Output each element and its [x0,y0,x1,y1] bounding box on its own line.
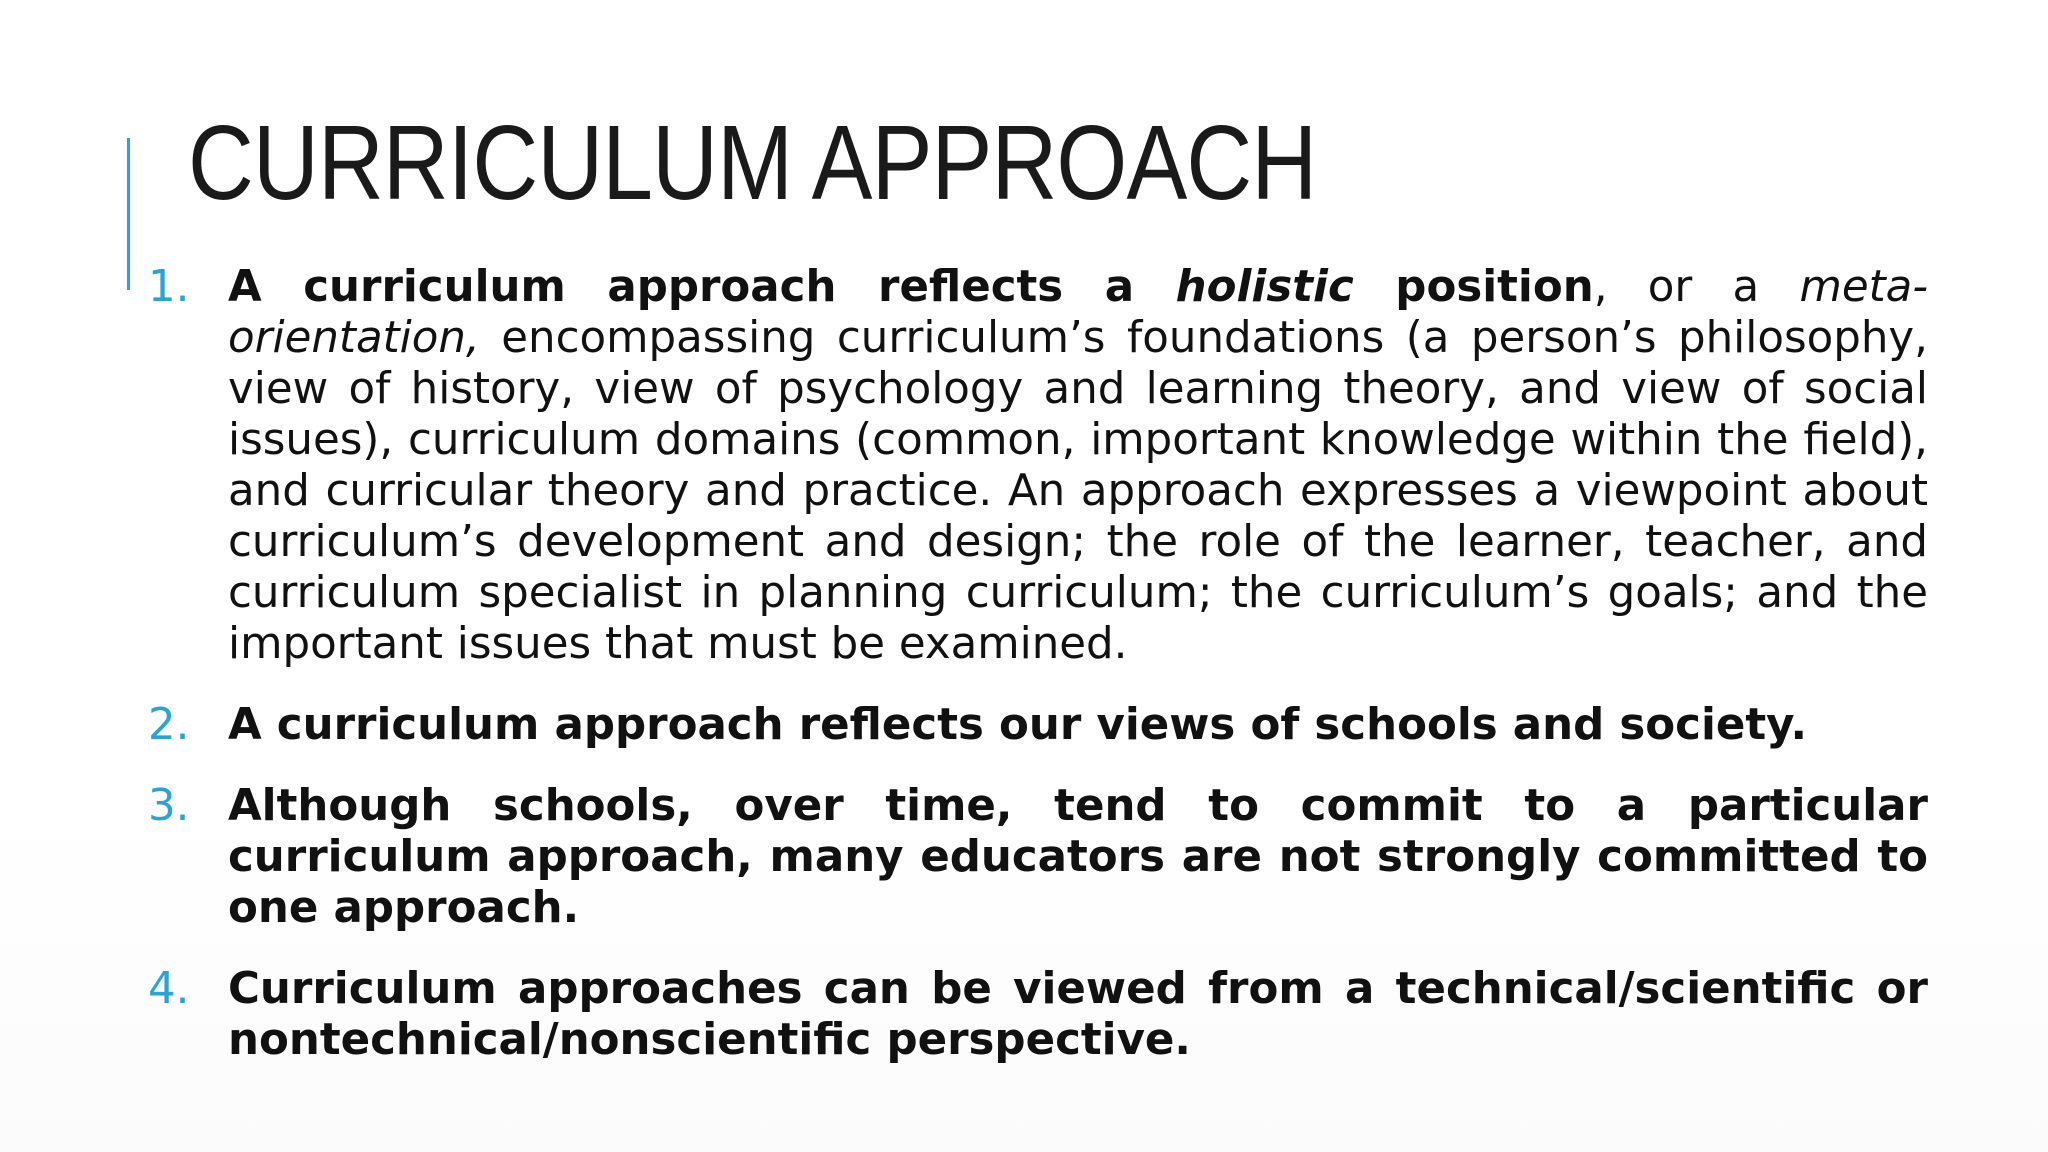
list-item [148,781,1928,934]
list-item [148,964,1928,1066]
list-item-text-regular: encompassing curriculum’s foundations (a person’s philosophy, view of history, view of psychology and learning theory, and view of social issues), curriculum domains (common, important knowledge within the field), and curricular theory and practice. An approach expresses a viewpoint about curriculum’s development and design; the role of the learner, teacher, and curriculum specialist in planning curriculum; the curriculum’s goals; and the important issues that must be examined. [228,313,1928,669]
list-item-text: Curriculum approaches can be viewed from a technical/scientific or nontechnical/nonscientific perspective. [228,964,1928,1065]
numbered-list [148,262,1928,1066]
list-number: 2. [148,700,190,750]
list-item-text: A curriculum approach reflects our views of schools and society. [228,700,1808,750]
list-item-text-regular: , or a [1593,262,1800,312]
list-item-text-bold: A curriculum approach reflects a [228,262,1176,312]
accent-line [127,138,130,290]
list-item [148,700,1928,751]
list-item-text-bold: position [1353,262,1594,312]
list-number: 3. [148,781,190,831]
list-item [148,262,1928,670]
slide-title: CURRICULUM APPROACH [188,104,1317,222]
list-item-text-bold-italic: holistic [1175,262,1354,312]
list-item-text: Although schools, over time, tend to commit to a particular curriculum approach, many educators are not strongly committed to one approach. [228,781,1928,933]
list-item-text-italic: meta-orientation, [228,262,1929,363]
list-item-text [228,262,1928,669]
list-number: 1. [148,262,190,312]
list-number: 4. [148,964,190,1014]
